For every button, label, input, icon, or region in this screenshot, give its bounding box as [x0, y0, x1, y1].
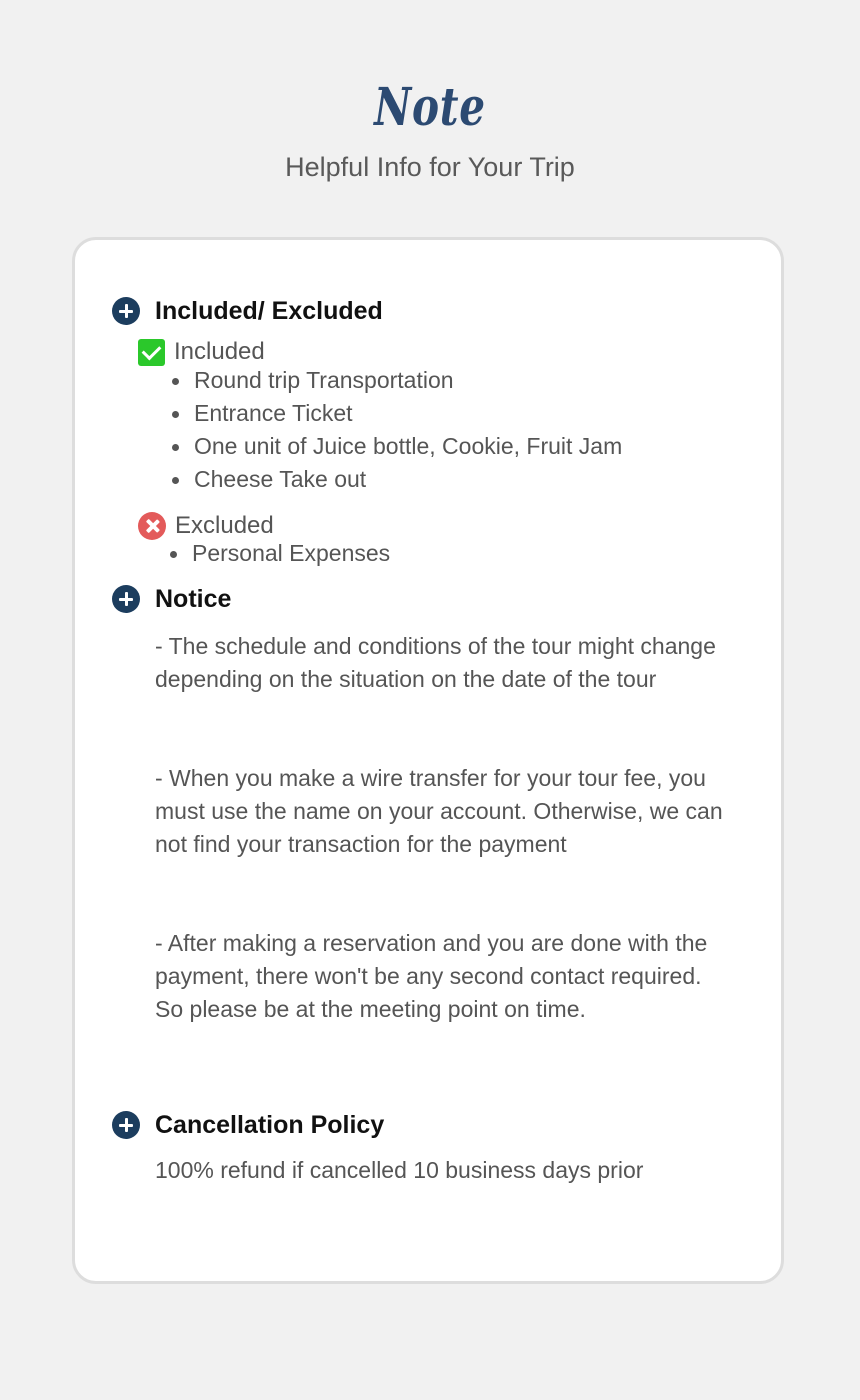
- excluded-list: [170, 537, 390, 570]
- list-item: Cheese Take out: [172, 463, 622, 496]
- included-header: [138, 338, 265, 366]
- included-label: Included: [174, 338, 265, 365]
- notice-paragraph: - When you make a wire transfer for your tour fee, you must use the name on your account. Otherwise, we can not find your transaction for the payment: [155, 765, 723, 857]
- section-cancellation-header[interactable]: [112, 1110, 384, 1140]
- list-item: Round trip Transportation: [172, 364, 622, 397]
- section-included-excluded-header[interactable]: [112, 296, 383, 326]
- notice-paragraph: - The schedule and conditions of the tour might change depending on the situation on the date of the tour: [155, 633, 716, 692]
- plus-circle-icon[interactable]: [112, 297, 140, 325]
- plus-circle-icon[interactable]: [112, 585, 140, 613]
- page-subtitle: Helpful Info for Your Trip: [285, 152, 575, 182]
- list-item: Entrance Ticket: [172, 397, 622, 430]
- checkmark-box-icon: [138, 339, 165, 366]
- list-item: One unit of Juice bottle, Cookie, Fruit Jam: [172, 430, 622, 463]
- excluded-label: Excluded: [175, 512, 274, 539]
- page-title: Note: [374, 77, 486, 138]
- notice-paragraph: - After making a reservation and you are done with the payment, there won't be any second contact required. So please be at the meeting point on time.: [155, 930, 708, 1022]
- x-circle-icon: [138, 512, 166, 540]
- section-title: Cancellation Policy: [155, 1111, 385, 1139]
- section-title: Notice: [155, 585, 232, 613]
- included-list: [172, 364, 622, 496]
- list-item: Personal Expenses: [170, 537, 390, 570]
- plus-circle-icon[interactable]: [112, 1111, 140, 1139]
- info-card: [72, 237, 784, 1284]
- section-title: Included/ Excluded: [155, 297, 383, 325]
- cancellation-text: 100% refund if cancelled 10 business days prior: [155, 1157, 644, 1183]
- excluded-header: [138, 512, 274, 540]
- section-notice-header[interactable]: [112, 584, 231, 614]
